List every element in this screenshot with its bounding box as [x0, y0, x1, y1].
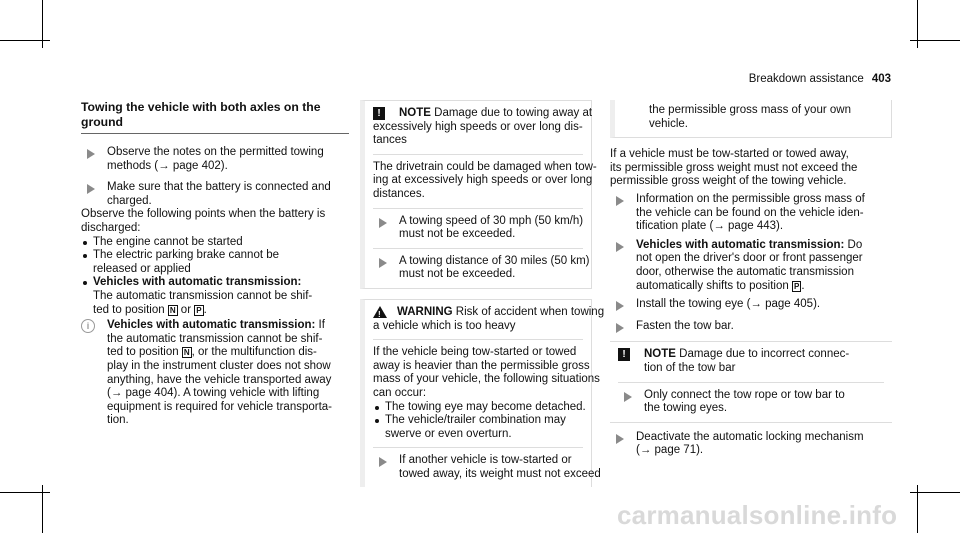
watermark: carmanualsonline.info — [617, 500, 898, 530]
notice-exclamation-icon: ! — [618, 348, 630, 361]
bold-label: Vehicles with automatic transmission: — [636, 238, 845, 251]
step-arrow-icon — [379, 457, 387, 467]
bold-label: Vehicles with automatic transmission: — [107, 319, 316, 332]
crop-mark — [0, 40, 50, 41]
text-segment: , or the multifunction dis- — [191, 346, 317, 359]
bullet-item — [81, 249, 349, 276]
bullet-item: The engine cannot be started — [81, 236, 349, 250]
bold-label: Vehicles with automatic transmission: — [93, 276, 302, 289]
text-line: the vehicle can be found on the vehicle iden- — [636, 206, 864, 219]
instruction-step — [373, 215, 583, 242]
text-line: equipment is required for vehicle transporta- — [107, 400, 333, 413]
info-icon: i — [81, 319, 95, 333]
text-line: away is heavier than the permissible gross — [373, 359, 590, 372]
notice-box — [610, 341, 892, 422]
text-line: not open the driver's door or front passenger — [636, 252, 863, 265]
warning-box — [360, 299, 605, 488]
text-segment: or — [180, 303, 192, 316]
text-line: must not be exceeded. — [399, 268, 516, 281]
step-arrow-icon — [624, 392, 632, 402]
text-line: door, otherwise the automatic transmission — [636, 265, 854, 278]
text-line: discharged: — [81, 221, 141, 234]
notice-label: NOTE — [399, 107, 431, 119]
notice-heading: Damage due to incorrect connec- — [679, 348, 850, 361]
instruction-step — [610, 193, 892, 234]
step-arrow-icon — [87, 149, 95, 159]
text-segment: ted to position — [93, 303, 165, 316]
notice-heading: Damage due to towing away at — [434, 107, 593, 119]
text-line: the automatic transmission cannot be shif- — [107, 332, 323, 345]
instruction-step — [618, 389, 884, 416]
text-line: vehicle. — [649, 117, 688, 130]
gear-n-symbol: N — [169, 305, 176, 315]
column-left — [81, 100, 349, 428]
notice-label: NOTE — [644, 348, 676, 361]
text-segment: Do — [847, 238, 863, 251]
text-line: released or applied — [93, 262, 191, 275]
instruction-step: Vehicles with automatic transmission: Do not open the driver's door or front passenger door, otherwise the automatic transmission automatically shifts to position P . — [610, 239, 892, 293]
instruction-step — [610, 320, 892, 334]
warning-box-continued — [610, 100, 892, 138]
instruction-step — [610, 431, 892, 458]
section-title: Breakdown assistance — [748, 73, 864, 85]
bullet-item: Vehicles with automatic transmission: The automatic transmission cannot be shif- ted to position N or P . — [81, 276, 349, 317]
crop-mark — [910, 40, 960, 41]
text-segment: If — [318, 319, 325, 332]
text-line: (→ page 71). — [636, 444, 704, 457]
heading-line: ground — [81, 115, 123, 129]
text-line: ing at excessively high speeds or over long — [373, 174, 593, 187]
instruction-step — [373, 254, 590, 282]
text-line: tances — [373, 134, 407, 147]
text-line: If a vehicle must be tow-started or towed away, — [610, 148, 849, 161]
instruction-step — [81, 181, 349, 208]
text-line: charged. — [107, 194, 152, 207]
text-line: A towing distance of 30 miles (50 km) — [399, 254, 590, 267]
notice-exclamation-icon: ! — [373, 107, 385, 120]
instruction-step — [610, 298, 892, 312]
step-arrow-icon — [616, 196, 624, 206]
text-line: a vehicle which is too heavy — [373, 319, 516, 332]
heading-line: Towing the vehicle with both axles on the — [81, 100, 321, 114]
text-line: swerve or even overturn. — [385, 427, 512, 440]
bullet-item — [373, 414, 583, 441]
text-line: Observe the following points when the battery is — [81, 208, 326, 221]
instruction-step — [81, 146, 349, 173]
text-line: distances. — [373, 187, 425, 200]
warning-triangle-icon: ! — [373, 306, 387, 318]
bullet-item: The towing eye may become detached. — [373, 401, 583, 415]
warning-label: WARNING — [397, 305, 453, 318]
text-line: the towing eyes. — [644, 402, 728, 415]
text-line: Observe the notes on the permitted towing — [107, 146, 324, 158]
text-line: Install the towing eye (→ page 405). — [636, 298, 821, 311]
page-header — [749, 73, 891, 85]
info-note — [81, 319, 349, 428]
text-line: Fasten the tow bar. — [636, 319, 734, 332]
gear-p-symbol: P — [196, 305, 202, 315]
column-middle — [360, 100, 605, 487]
text-line: tion. — [107, 414, 129, 427]
crop-mark — [910, 492, 960, 493]
text-line: the permissible gross mass of your own — [649, 104, 851, 116]
text-line: Make sure that the battery is connected and — [107, 181, 331, 194]
warning-heading: Risk of accident when towing — [455, 305, 605, 318]
text-line: its permissible gross weight must not exceed the — [610, 161, 858, 174]
text-line: Deactivate the automatic locking mechanism — [636, 430, 864, 443]
text-line: A towing speed of 30 mph (50 km/h) — [399, 214, 584, 227]
column-right — [610, 100, 892, 458]
text-line: tion of the tow bar — [644, 361, 736, 374]
step-arrow-icon — [616, 242, 624, 252]
notice-box — [360, 100, 597, 289]
text-segment: ted to position — [107, 346, 179, 359]
crop-mark — [0, 492, 50, 493]
text-line: The electric parking brake cannot be — [93, 249, 280, 262]
step-arrow-icon — [379, 258, 387, 268]
text-line: If the vehicle being tow-started or towed — [373, 346, 577, 359]
step-arrow-icon — [616, 301, 624, 311]
text-line: The automatic transmission cannot be shif- — [93, 289, 313, 302]
text-line: towed away, its weight must not exceed — [399, 467, 601, 480]
step-arrow-icon — [616, 323, 624, 333]
text-line: must not be exceeded. — [399, 228, 516, 241]
text-line: permissible gross weight of the towing vehicle. — [610, 175, 847, 188]
section-heading — [81, 100, 349, 130]
text-line: methods (→ page 402). — [107, 159, 228, 172]
text-line: tification plate (→ page 443). — [636, 220, 784, 233]
text-segment: automatically shifts to position — [636, 279, 789, 292]
text-line: The vehicle/trailer combination may — [385, 414, 566, 427]
page-number: 403 — [871, 73, 891, 85]
text-line: Information on the permissible gross mass of — [636, 192, 865, 205]
step-arrow-icon — [379, 218, 387, 228]
text-line: If another vehicle is tow-started or — [399, 454, 572, 467]
text-line: play in the instrument cluster does not show — [107, 359, 331, 372]
text-line: mass of your vehicle, the following situations — [373, 373, 600, 386]
text-line: Only connect the tow rope or tow bar to — [644, 388, 845, 401]
step-arrow-icon — [616, 434, 624, 444]
text-line: (→ page 404). A towing vehicle with lifting — [107, 387, 320, 400]
text-line: can occur: — [373, 386, 427, 399]
gear-p-symbol: P — [793, 281, 800, 291]
step-arrow-icon — [87, 184, 95, 194]
instruction-step — [373, 454, 601, 481]
text-line: excessively high speeds or over long dis- — [373, 120, 583, 133]
text-line: anything, have the vehicle transported away — [107, 373, 332, 386]
text-line: The drivetrain could be damaged when tow- — [373, 160, 597, 173]
gear-n-symbol: N — [183, 348, 190, 358]
